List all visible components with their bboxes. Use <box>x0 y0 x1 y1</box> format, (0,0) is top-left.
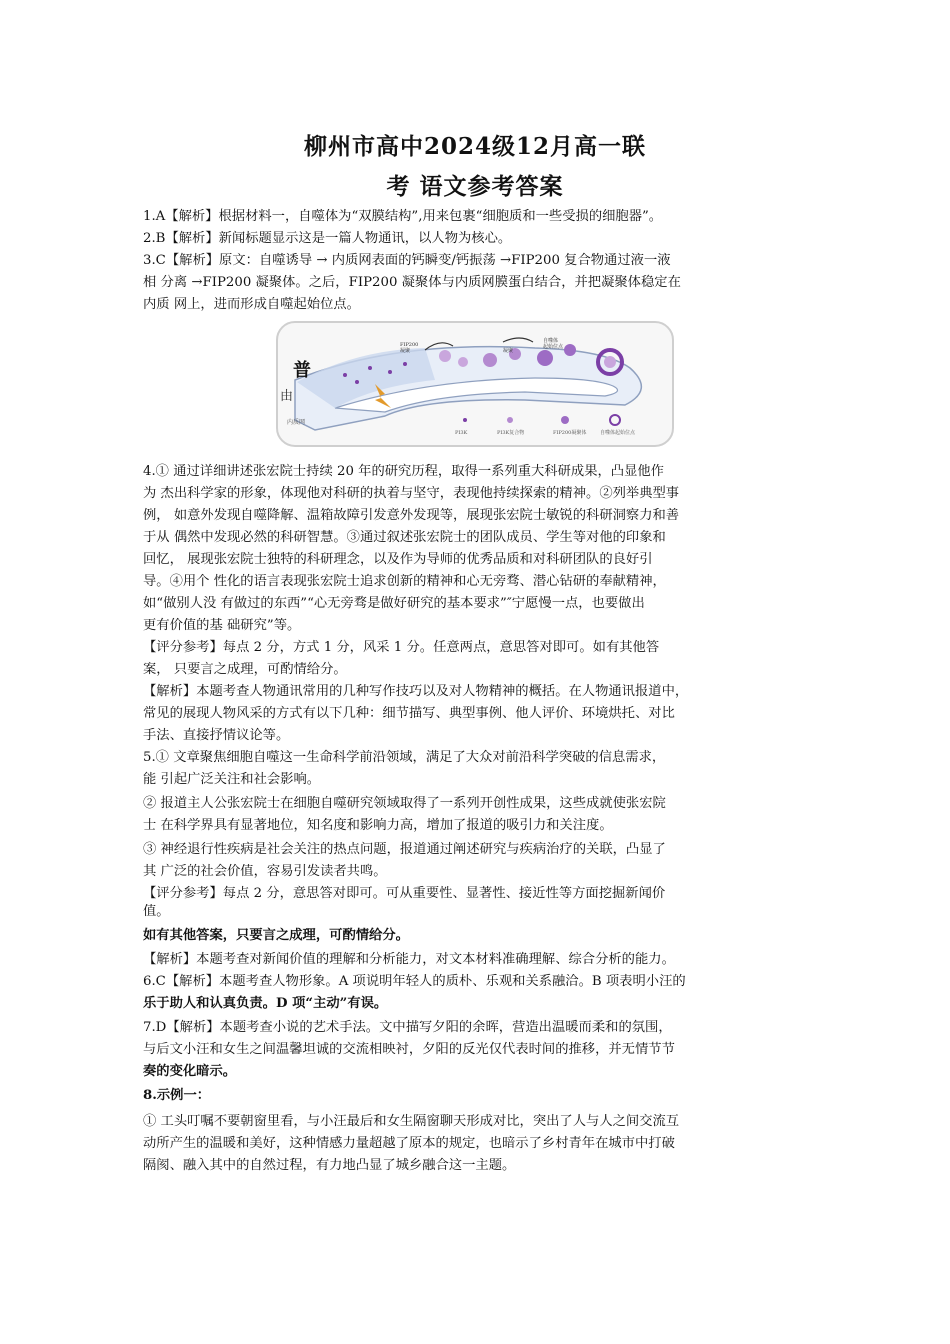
answer-5-line4: 士 在科学界具有显著地位，知名度和影响力高，增加了报道的吸引力和关注度。 <box>143 818 613 833</box>
answer-5-line2: 能 引起广泛关注和社会影响。 <box>143 772 321 787</box>
answer-4-line5: 回忆， 展现张宏院士独特的科研理念，以及作为导师的优秀品质和对科研团队的良好引 <box>143 552 653 567</box>
analysis-4-line2: 常见的展现人物风采的方式有以下几种：细节描写、典型事例、他人评价、环境烘托、对比 <box>143 706 675 721</box>
answer-8-line1: ① 工头叮嘱不要朝窗里看，与小汪最后和女生隔窗聊天形成对比，突出了人与人之间交流互 <box>143 1114 680 1129</box>
answer-5-line1: 5.① 文章聚焦细胞自噬这一生命科学前沿领域，满足了大众对前沿科学突破的信息需求， <box>143 750 666 765</box>
score-5-line1: 【评分参考】每点 2 分，意思答对即可。可从重要性、显著性、接近性等方面挖掘新闻价 <box>143 886 666 901</box>
label-condense: 凝聚 <box>503 348 514 354</box>
answer-1: 1.A【解析】根据材料一，自噬体为“双膜结构”,用来包裹“细胞质和一些受损的细胞器”。 <box>143 209 663 224</box>
pi3k-dot <box>403 362 407 366</box>
pi3k-dot <box>343 373 347 377</box>
fip200-condensate <box>564 344 576 356</box>
answer-4-line8: 更有价值的基 础研究”等。 <box>143 618 301 633</box>
answer-4-line3: 例， 如意外发现自噬降解、温箱故障引发意外发现等，展现张宏院士敏锐的科研洞察力和善 <box>143 508 680 523</box>
answer-5-line6: 其 广泛的社会价值，容易引发读者共鸣。 <box>143 864 387 879</box>
fip200-condensate <box>537 350 553 366</box>
page-subtitle: 考 语文参考答案 <box>386 173 564 200</box>
answer-8-heading: 8.示例一： <box>143 1088 211 1103</box>
autophagosome-core <box>604 356 616 368</box>
score-5-line2: 值。 <box>143 904 170 919</box>
score-4-line1: 【评分参考】每点 2 分，方式 1 分，风采 1 分。任意两点，意思答对即可。如有其他答 <box>143 640 660 655</box>
legend-pi3k: PI3K <box>455 430 468 436</box>
analysis-5: 【解析】本题考查对新闻价值的理解和分析能力，对文本材料准确理解、综合分析的能力。 <box>143 952 675 967</box>
autophagy-diagram <box>275 320 675 448</box>
answer-3-line1: 3.C【解析】原文：自噬诱导 → 内质网表面的钙瞬变/钙振荡 →FIP200 复合物通过液一液 <box>143 253 671 268</box>
answer-6-line1: 6.C【解析】本题考查人物形象。A 项说明年轻人的质朴、乐观和关系融洽。B 项表明小汪的 <box>143 974 686 989</box>
fip200-condensate <box>439 350 451 362</box>
legend-site: 自噬体起始位点 <box>600 430 636 436</box>
answer-2: 2.B【解析】新闻标题显示这是一篇人物通讯，以人物为核心。 <box>143 231 512 246</box>
answer-7-line1: 7.D【解析】本题考查小说的艺术手法。文中描写夕阳的余晖，营造出温暖而柔和的氛围， <box>143 1020 672 1035</box>
analysis-4-line1: 【解析】本题考查人物通讯常用的几种写作技巧以及对人物精神的概括。在人物通讯报道中， <box>143 684 689 699</box>
fip200-condensate <box>458 357 468 367</box>
answer-4-line7: 如“做别人没 有做过的东西”“心无旁骛是做好研究的基本要求”″宁愿慢一点，也要做出 <box>143 596 645 611</box>
answer-7-line2: 与后文小汪和女生之间温馨坦诚的交流相映衬，夕阳的反光仅代表时间的推移，并无情节节 <box>143 1042 675 1057</box>
legend-fip200: FIP200凝聚体 <box>553 430 587 436</box>
label-autophagosome: 自噬体 <box>543 338 559 344</box>
answer-4-line6: 导。④用个 性化的语言表现张宏院士追求创新的精神和心无旁骛、潜心钻研的奉献精神， <box>143 574 666 589</box>
label-er: 内质网 <box>287 419 306 426</box>
answer-3-line3: 内质 网上，进而形成自噬起始位点。 <box>143 297 360 312</box>
label-fip200-b: 凝聚 <box>400 348 411 354</box>
figure-char-big: 普 <box>293 360 311 381</box>
analysis-4-line3: 手法、直接抒情议论等。 <box>143 728 290 743</box>
legend-fip200-icon <box>561 416 569 424</box>
score-4-line2: 案， 只要言之成理，可酌情给分。 <box>143 662 347 677</box>
legend-pi3k-complex-icon <box>507 417 513 423</box>
answer-6-line2: 乐于助人和认真负责。D 项“主动”有误。 <box>143 996 388 1011</box>
answer-4-line4: 于从 偶然中发现必然的科研智慧。③通过叙述张宏院士的团队成员、学生等对他的印象和 <box>143 530 666 545</box>
answer-5-line5: ③ 神经退行性疾病是社会关注的热点问题，报道通过阐述研究与疾病治疗的关联，凸显了 <box>143 842 666 857</box>
pi3k-dot <box>368 366 372 370</box>
answer-4-line2: 为 杰出科学家的形象，体现他对科研的执着与坚守，表现他持续探索的精神。②列举典型事 <box>143 486 680 501</box>
fip200-condensate <box>483 353 497 367</box>
label-fip200: FIP200 <box>400 342 419 348</box>
legend-pi3k-complex: PI3K复合物 <box>497 430 525 436</box>
label-autophagosome-b: 起始位点 <box>543 344 564 350</box>
answer-3-line2: 相 分离 →FIP200 凝聚体。之后，FIP200 凝聚体与内质网膜蛋白结合，并把凝聚体稳定在 <box>143 275 681 290</box>
answer-5-line3: ② 报道主人公张宏院士在细胞自噬研究领域取得了一系列开创性成果，这些成就使张宏院 <box>143 796 666 811</box>
pi3k-dot <box>355 380 359 384</box>
pi3k-dot <box>388 370 392 374</box>
score-5-line3: 如有其他答案，只要言之成理，可酌情给分。 <box>143 928 409 943</box>
legend-pi3k-icon <box>463 418 467 422</box>
page-title: 柳州市高中2024级12月高一联 <box>303 133 647 160</box>
answer-7-line3: 奏的变化暗示。 <box>143 1064 237 1079</box>
answer-8-line3: 隔阂、融入其中的自然过程，有力地凸显了城乡融合这一主题。 <box>143 1158 516 1173</box>
figure-char-small: 由 <box>280 389 294 404</box>
answer-8-line2: 动所产生的温暖和美好，这种情感力量超越了原本的规定，也暗示了乡村青年在城市中打破 <box>143 1136 675 1151</box>
answer-4-line1: 4.① 通过详细讲述张宏院士持续 20 年的研究历程，取得一系列重大科研成果，凸显他作 <box>143 464 664 479</box>
